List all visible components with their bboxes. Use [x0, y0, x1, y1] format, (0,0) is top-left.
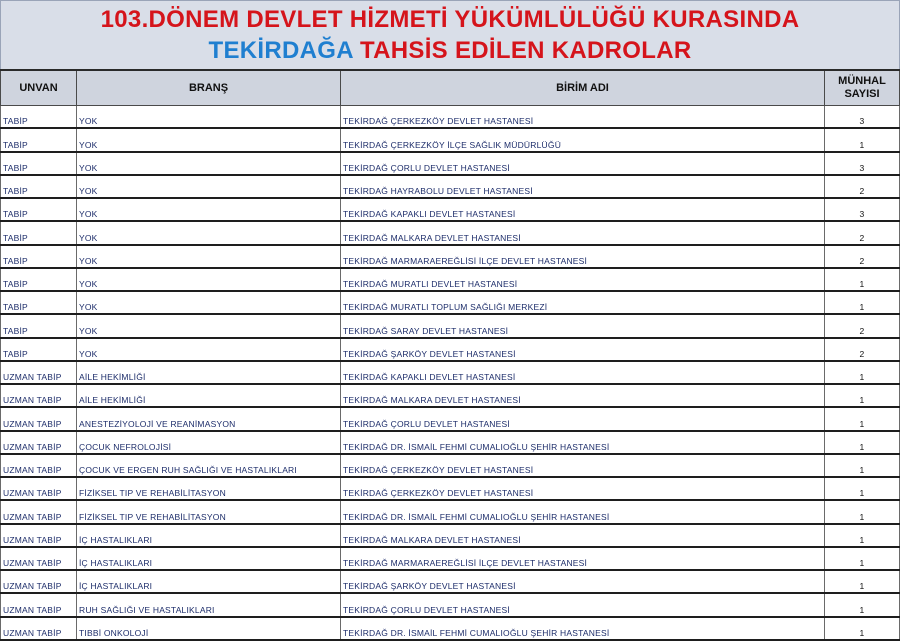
cell-unvan: TABİP	[1, 338, 77, 361]
table-row	[1, 477, 900, 500]
header-birim: BİRİM ADI	[341, 70, 825, 106]
table-row	[1, 268, 900, 291]
cell-birim: TEKİRDAĞ ÇERKEZKÖY DEVLET HASTANESİ	[341, 106, 825, 129]
table-row	[1, 454, 900, 477]
cell-unvan: UZMAN TABİP	[1, 407, 77, 430]
cell-birim: TEKİRDAĞ MARMARAEREĞLİSİ İLÇE DEVLET HASTANESİ	[341, 245, 825, 268]
cell-brans: YOK	[77, 152, 341, 175]
table-row	[1, 106, 900, 129]
header-unvan: UNVAN	[1, 70, 77, 106]
table-row	[1, 361, 900, 384]
table-row	[1, 593, 900, 616]
cell-munhal-sayisi: 1	[825, 617, 900, 640]
table-row	[1, 221, 900, 244]
cell-brans: YOK	[77, 338, 341, 361]
cell-unvan: UZMAN TABİP	[1, 500, 77, 523]
header-munhal-line1: MÜNHAL	[838, 75, 886, 87]
cell-birim: TEKİRDAĞ DR. İSMAİL FEHMİ CUMALIOĞLU ŞEHİR HASTANESİ	[341, 617, 825, 640]
cell-brans: YOK	[77, 198, 341, 221]
cell-munhal-sayisi: 2	[825, 175, 900, 198]
cell-unvan: TABİP	[1, 245, 77, 268]
cell-brans: YOK	[77, 268, 341, 291]
cell-munhal-sayisi: 1	[825, 128, 900, 151]
cell-birim: TEKİRDAĞ MURATLI TOPLUM SAĞLIĞI MERKEZİ	[341, 291, 825, 314]
cell-brans: RUH SAĞLIĞI VE HASTALIKLARI	[77, 593, 341, 616]
table-row	[1, 338, 900, 361]
table-row	[1, 314, 900, 337]
title-banner	[0, 0, 900, 70]
cell-birim: TEKİRDAĞ ŞARKÖY DEVLET HASTANESİ	[341, 570, 825, 593]
cell-brans: FİZİKSEL TIP VE REHABİLİTASYON	[77, 500, 341, 523]
cell-munhal-sayisi: 1	[825, 477, 900, 500]
table-row	[1, 198, 900, 221]
header-brans: BRANŞ	[77, 70, 341, 106]
cell-unvan: UZMAN TABİP	[1, 524, 77, 547]
cell-birim: TEKİRDAĞ ÇORLU DEVLET HASTANESİ	[341, 593, 825, 616]
cell-brans: YOK	[77, 245, 341, 268]
cell-munhal-sayisi: 3	[825, 198, 900, 221]
cell-birim: TEKİRDAĞ ŞARKÖY DEVLET HASTANESİ	[341, 338, 825, 361]
cell-birim: TEKİRDAĞ MALKARA DEVLET HASTANESİ	[341, 384, 825, 407]
cell-birim: TEKİRDAĞ KAPAKLI DEVLET HASTANESİ	[341, 198, 825, 221]
header-munhal	[825, 70, 900, 106]
cell-birim: TEKİRDAĞ ÇERKEZKÖY DEVLET HASTANESİ	[341, 477, 825, 500]
cell-birim: TEKİRDAĞ DR. İSMAİL FEHMİ CUMALIOĞLU ŞEHİR HASTANESİ	[341, 500, 825, 523]
cell-munhal-sayisi: 1	[825, 454, 900, 477]
table-body	[1, 106, 900, 640]
cell-unvan: TABİP	[1, 268, 77, 291]
cell-birim: TEKİRDAĞ KAPAKLI DEVLET HASTANESİ	[341, 361, 825, 384]
table-row	[1, 128, 900, 151]
cell-unvan: UZMAN TABİP	[1, 384, 77, 407]
cell-unvan: UZMAN TABİP	[1, 547, 77, 570]
table-row	[1, 291, 900, 314]
cell-munhal-sayisi: 3	[825, 106, 900, 129]
cell-unvan: TABİP	[1, 198, 77, 221]
cell-brans: ANESTEZİYOLOJİ VE REANİMASYON	[77, 407, 341, 430]
cell-unvan: UZMAN TABİP	[1, 477, 77, 500]
cell-birim: TEKİRDAĞ MALKARA DEVLET HASTANESİ	[341, 221, 825, 244]
cell-birim: TEKİRDAĞ MARMARAEREĞLİSİ İLÇE DEVLET HASTANESİ	[341, 547, 825, 570]
cell-unvan: UZMAN TABİP	[1, 431, 77, 454]
cell-munhal-sayisi: 1	[825, 500, 900, 523]
cell-brans: YOK	[77, 314, 341, 337]
cell-birim: TEKİRDAĞ ÇORLU DEVLET HASTANESİ	[341, 152, 825, 175]
cell-unvan: UZMAN TABİP	[1, 593, 77, 616]
page-title: 103.DÖNEM DEVLET HİZMETİ YÜKÜMLÜLÜĞÜ KURASINDA	[100, 6, 800, 33]
cell-unvan: UZMAN TABİP	[1, 454, 77, 477]
cell-unvan: TABİP	[1, 291, 77, 314]
cell-munhal-sayisi: 1	[825, 384, 900, 407]
cell-brans: YOK	[77, 128, 341, 151]
cell-brans: AİLE HEKİMLİĞİ	[77, 384, 341, 407]
table-row	[1, 384, 900, 407]
cell-munhal-sayisi: 2	[825, 314, 900, 337]
table-row	[1, 152, 900, 175]
cell-brans: FİZİKSEL TIP VE REHABİLİTASYON	[77, 477, 341, 500]
cell-munhal-sayisi: 1	[825, 547, 900, 570]
table-row	[1, 431, 900, 454]
cell-birim: TEKİRDAĞ HAYRABOLU DEVLET HASTANESİ	[341, 175, 825, 198]
cell-brans: AİLE HEKİMLİĞİ	[77, 361, 341, 384]
table-row	[1, 175, 900, 198]
cell-unvan: TABİP	[1, 221, 77, 244]
cell-brans: İÇ HASTALIKLARI	[77, 570, 341, 593]
table-row	[1, 547, 900, 570]
cell-munhal-sayisi: 1	[825, 268, 900, 291]
cell-birim: TEKİRDAĞ SARAY DEVLET HASTANESİ	[341, 314, 825, 337]
header-munhal-line2: SAYISI	[844, 88, 880, 100]
table-row	[1, 524, 900, 547]
table-row	[1, 570, 900, 593]
cell-unvan: UZMAN TABİP	[1, 617, 77, 640]
subtitle-rest: TAHSİS EDİLEN KADROLAR	[359, 37, 692, 64]
cell-brans: YOK	[77, 291, 341, 314]
cell-munhal-sayisi: 1	[825, 407, 900, 430]
cell-unvan: TABİP	[1, 175, 77, 198]
table-row	[1, 245, 900, 268]
cell-unvan: TABİP	[1, 128, 77, 151]
cell-birim: TEKİRDAĞ ÇORLU DEVLET HASTANESİ	[341, 407, 825, 430]
header-row	[1, 70, 900, 106]
table-row	[1, 617, 900, 640]
cell-brans: YOK	[77, 175, 341, 198]
cell-brans: YOK	[77, 221, 341, 244]
table-header	[1, 70, 900, 106]
cell-munhal-sayisi: 2	[825, 221, 900, 244]
cell-brans: ÇOCUK VE ERGEN RUH SAĞLIĞI VE HASTALIKLARI	[77, 454, 341, 477]
cell-birim: TEKİRDAĞ DR. İSMAİL FEHMİ CUMALIOĞLU ŞEHİR HASTANESİ	[341, 431, 825, 454]
cell-munhal-sayisi: 1	[825, 593, 900, 616]
table-row	[1, 500, 900, 523]
cell-birim: TEKİRDAĞ MURATLI DEVLET HASTANESİ	[341, 268, 825, 291]
cell-brans: TIBBİ ONKOLOJİ	[77, 617, 341, 640]
cell-birim: TEKİRDAĞ MALKARA DEVLET HASTANESİ	[341, 524, 825, 547]
cell-birim: TEKİRDAĞ ÇERKEZKÖY İLÇE SAĞLIK MÜDÜRLÜĞÜ	[341, 128, 825, 151]
cell-munhal-sayisi: 1	[825, 291, 900, 314]
cell-unvan: UZMAN TABİP	[1, 570, 77, 593]
cell-munhal-sayisi: 1	[825, 431, 900, 454]
cell-munhal-sayisi: 1	[825, 524, 900, 547]
table-row	[1, 407, 900, 430]
cell-unvan: TABİP	[1, 152, 77, 175]
kadro-table	[0, 69, 900, 641]
cell-unvan: UZMAN TABİP	[1, 361, 77, 384]
cell-unvan: TABİP	[1, 106, 77, 129]
cell-brans: İÇ HASTALIKLARI	[77, 547, 341, 570]
cell-munhal-sayisi: 2	[825, 245, 900, 268]
subtitle-city: TEKİRDAĞA	[208, 37, 353, 64]
cell-munhal-sayisi: 2	[825, 338, 900, 361]
cell-unvan: TABİP	[1, 314, 77, 337]
cell-brans: İÇ HASTALIKLARI	[77, 524, 341, 547]
cell-munhal-sayisi: 3	[825, 152, 900, 175]
page-subtitle	[1, 37, 899, 65]
cell-brans: YOK	[77, 106, 341, 129]
cell-birim: TEKİRDAĞ ÇERKEZKÖY DEVLET HASTANESİ	[341, 454, 825, 477]
cell-munhal-sayisi: 1	[825, 361, 900, 384]
cell-munhal-sayisi: 1	[825, 570, 900, 593]
cell-brans: ÇOCUK NEFROLOJİSİ	[77, 431, 341, 454]
